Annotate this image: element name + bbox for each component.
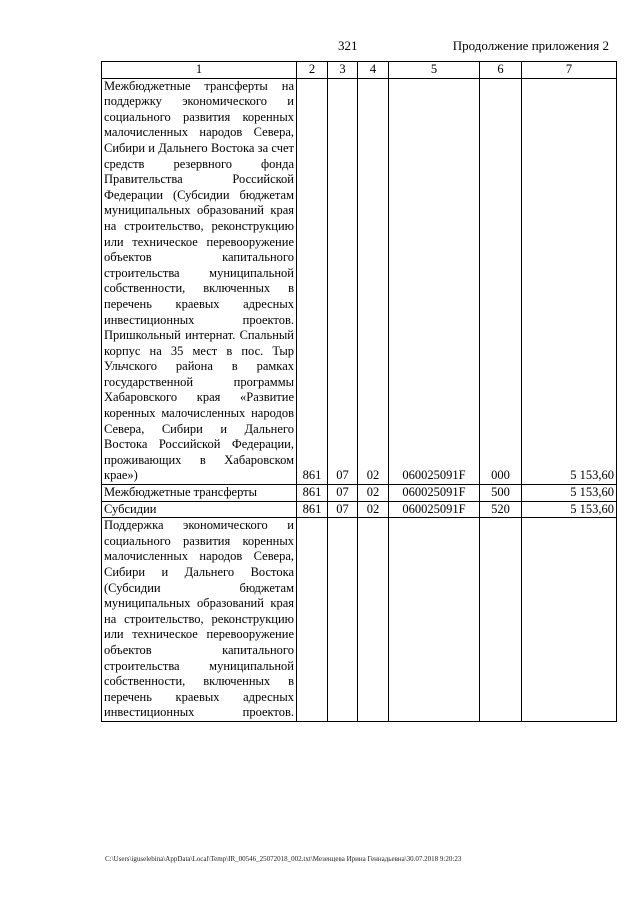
column-header: 7	[522, 62, 617, 79]
column-header: 4	[358, 62, 389, 79]
row-name: Поддержка экономического и социального развития коренных малочисленных народов Севера, Сибири и Дальнего Востока (Субсидии бюджетам муниципальных образований края на строительство, реконструкцию или техническое перевооружение объектов капитального строительства муниципальной собственности, включенных в перечень краевых адресных инвестиционных проектов.	[102, 518, 297, 722]
cell-target-article	[389, 518, 480, 722]
row-name: Субсидии	[102, 501, 297, 518]
cell-amount: 5 153,60	[522, 78, 617, 484]
column-header: 6	[480, 62, 522, 79]
cell-amount: 5 153,60	[522, 485, 617, 502]
column-header: 5	[389, 62, 480, 79]
cell-target-article: 060025091F	[389, 485, 480, 502]
cell-expense-type: 500	[480, 485, 522, 502]
cell-ministry-code: 861	[297, 485, 328, 502]
continuation-label: Продолжение приложения 2	[452, 38, 609, 53]
budget-table	[101, 61, 617, 722]
cell-section: 07	[328, 485, 358, 502]
cell-amount: 5 153,60	[522, 501, 617, 518]
table-row	[102, 518, 617, 722]
cell-subsection: 02	[358, 78, 389, 484]
cell-section: 07	[328, 501, 358, 518]
cell-target-article: 060025091F	[389, 501, 480, 518]
cell-target-article: 060025091F	[389, 78, 480, 484]
cell-expense-type	[480, 518, 522, 722]
cell-expense-type: 520	[480, 501, 522, 518]
cell-section: 07	[328, 78, 358, 484]
cell-ministry-code	[297, 518, 328, 722]
column-header-row	[102, 62, 617, 79]
cell-ministry-code: 861	[297, 501, 328, 518]
file-path-footer: C:\Users\iguselebina\AppData\Local\Temp\IR_00546_25072018_002.txt\Мезенцева Ирина Геннадьевна\30.07.2018 9:20:23	[105, 855, 462, 863]
cell-section	[328, 518, 358, 722]
row-name: Межбюджетные трансферты на поддержку экономического и социального развития коренных малочисленных народов Севера, Сибири и Дальнего Востока за счет средств резервного фонда Правительства Российской Федерации (Субсидии бюджетам муниципальных образований края на строительство, реконструкцию или техническое перевооружение объектов капитального строительства муниципальной собственности, включенных в перечень краевых адресных инвестиционных проектов. Пришкольный интернат. Спальный корпус на 35 мест в пос. Тыр Ульчского района в рамках государственной программы Хабаровского края «Развитие коренных малочисленных народов Севера, Сибири и Дальнего Востока Российской Федерации, проживающих в Хабаровском крае»)	[102, 78, 297, 484]
cell-ministry-code: 861	[297, 78, 328, 484]
cell-expense-type: 000	[480, 78, 522, 484]
table-row	[102, 78, 617, 484]
cell-amount	[522, 518, 617, 722]
column-header: 2	[297, 62, 328, 79]
column-header: 1	[102, 62, 297, 79]
table-row	[102, 501, 617, 518]
cell-subsection	[358, 518, 389, 722]
page-number: 321	[338, 38, 358, 53]
row-name: Межбюджетные трансферты	[102, 485, 297, 502]
column-header: 3	[328, 62, 358, 79]
table-row	[102, 485, 617, 502]
cell-subsection: 02	[358, 485, 389, 502]
cell-subsection: 02	[358, 501, 389, 518]
